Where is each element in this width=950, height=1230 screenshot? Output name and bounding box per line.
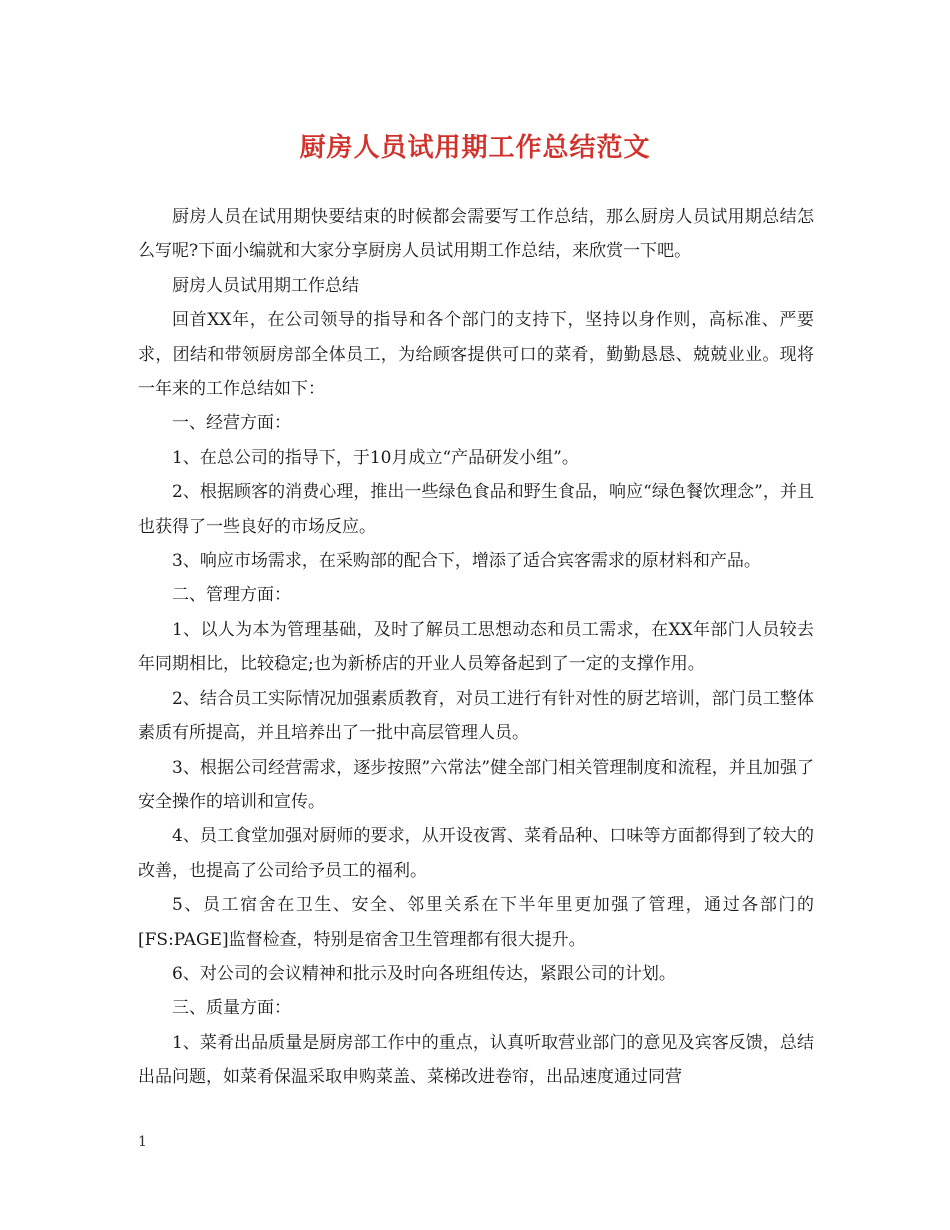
operations-item-2: 2、根据顾客的消费心理，推出一些绿色食品和野生食品，响应“绿色餐饮理念”，并且也获得了一些良好的市场反应。 [138,482,814,537]
intro-paragraph: 厨房人员在试用期快要结束的时候都会需要写工作总结，那么厨房人员试用期总结怎么写呢?下面小编就和大家分享厨房人员试用期工作总结，来欣赏一下吧。 [138,207,814,262]
operations-item-3: 3、响应市场需求，在采购部的配合下，增添了适合宾客需求的原材料和产品。 [172,551,761,572]
document-body [138,200,814,1095]
management-item-3: 3、根据公司经营需求，逐步按照”六常法”健全部门相关管理制度和流程，并且加强了安全操作的培训和宣传。 [138,757,814,812]
operations-item-1: 1、在总公司的指导下，于10月成立“产品研发小组”。 [172,447,579,468]
management-item-1: 1、以人为本为管理基础，及时了解员工思想动态和员工需求，在XX年部门人员较去年同期相比，比较稳定;也为新桥店的开业人员筹备起到了一定的支撑作用。 [138,619,814,675]
quality-item-1: 1、菜肴出品质量是厨房部工作中的重点，认真听取营业部门的意见及宾客反馈，总结出品问题，如菜肴保温采取申购菜盖、菜梯改进卷帘，出品速度通过同营 [138,1032,814,1088]
management-item-6: 6、对公司的会议精神和批示及时向各班组传达，紧跟公司的计划。 [172,963,676,984]
section-heading-management: 二、管理方面： [172,585,291,606]
management-item-2: 2、结合员工实际情况加强素质教育，对员工进行有针对性的厨艺培训，部门员工整体素质有所提高，并且培养出了一批中高层管理人员。 [138,688,814,744]
review-paragraph: 回首XX年，在公司领导的指导和各个部门的支持下，坚持以身作则，高标准、严要求，团结和带领厨房部全体员工，为给顾客提供可口的菜肴，勤勤恳恳、兢兢业业。现将一年来的工作总结如下： [138,310,814,400]
management-item-4: 4、员工食堂加强对厨师的要求，从开设夜霄、菜肴品种、口味等方面都得到了较大的改善，也提高了公司给予员工的福利。 [138,826,814,881]
section-heading-operations: 一、经营方面： [172,413,291,434]
section-heading-quality: 三、质量方面： [172,998,291,1019]
page-number: 1 [138,1134,147,1150]
page-title: 厨房人员试用期工作总结范文 [299,133,651,163]
management-item-5: 5、员工宿舍在卫生、安全、邻里关系在下半年里更加强了管理，通过各部门的[FS:PAGE]监督检查，特别是宿舍卫生管理都有很大提升。 [138,895,814,950]
section-heading-summary: 厨房人员试用期工作总结 [172,275,359,296]
